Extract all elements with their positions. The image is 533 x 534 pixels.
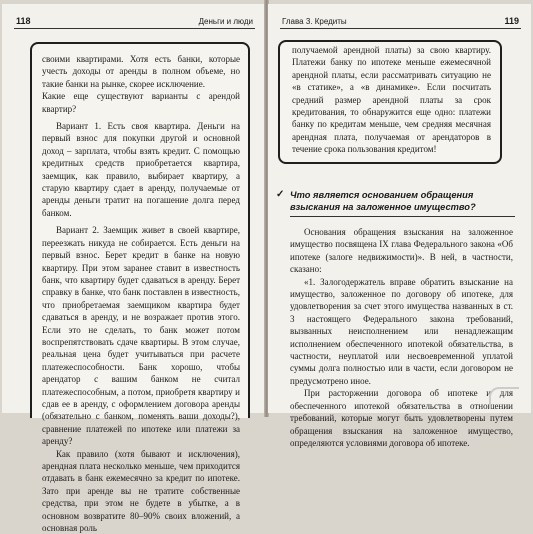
sidebar-box: [30, 42, 250, 534]
question-heading-text: Что является основанием обращения взыскания на заложенное имущество?: [290, 190, 476, 212]
variant-2-paragraph: Вариант 2. Заемщик живет в своей квартире, переезжать никуда не собирается. Есть деньги на первый взнос. Берет кредит в банке на новую квартиру. При этом заранее ставит в известность банк, что квартиру будет сдаваться в аренду. Берет справку в банке, что банк поставлен в известность, что приобретаемая заемщиком квартира будет сдаваться в аренду, и не возражает против этого. Если это не сделать, то банк может потом воспрепятствовать сдаче квартиры. В этом случае, реальная цена будет учитываться при расчете платежеспособности. Банк хорошо, чтобы арендатор с вашим банком не считал платежеспособным, а потом, приобретя квартиру и сдав ее в аренду, с оформлением договора аренды (обязательно с банком, поменять ваши доходы?), сравнение платежей по ипотеке или платежи за аренду?: [42, 225, 240, 447]
body-paragraph: Основания обращения взыскания на заложенное имущество посвящена IX глава Федерального закона «Об ипотеке (залоге недвижимости)». В ней, в частности, сказано:: [290, 227, 513, 275]
body-text: [290, 226, 513, 449]
running-header: [280, 16, 521, 29]
section-heading: [276, 189, 515, 217]
decorative-corner: [489, 387, 519, 409]
variant-1-paragraph: Вариант 1. Есть своя квартира. Деньги на первый взнос для покупки другой и основной доход – зарплата, чтобы взять кредит. С помощью кредитных средств приобретается квартира, заемщик, как правило, выбирает квартиру, а старую квартиру сдает в аренду, получаемые от аренды деньги тратит на погашение долга перед банком.: [42, 121, 240, 218]
box-paragraph: получаемой арендной платы) за свою квартиру. Платежи банку по ипотеке меньше ежемесячной арендной платы, если рассматривать ситуацию не «в статике», а «в динамике». Если посчитать средний размер арендной платы за срок кредитования, то обнаружится еще одно: платежи банку по кредитам меньше, чем средняя месячная арендная плата, получаемая от арендаторов в течение срока пользования кредитом!: [292, 45, 491, 155]
box-question: Какие еще существуют варианты с арендой квартир?: [42, 91, 240, 114]
checkmark-icon: ✓: [276, 189, 285, 200]
box-paragraph: своими квартирами. Хотя есть банки, которые учесть доходы от аренды в полном объеме, но такие банки на рынке, скорее исключение.: [42, 54, 240, 89]
sidebar-box: [278, 40, 502, 164]
body-paragraph: «1. Залогодержатель вправе обратить взыскание на имущество, заложенное по договору об ипотеке, для удовлетворения за счет этого имущества названных в ст. 3 настоящего Федерального закона требований, вызванных неисполнением или ненадлежащим исполнением обеспеченного ипотекой обязательства, в частности, неуплатой или несвоевременной уплатой суммы долга полностью или в части, если договором не предусмотрено иное.: [290, 276, 513, 386]
left-page: [2, 4, 265, 534]
page-number: 119: [504, 16, 519, 26]
running-header: [14, 16, 255, 29]
body-paragraph: При расторжении договора об ипотеке и для обеспеченного ипотекой обязательства в отношении требований, которые могут быть удовлетворены путем обращения взыскания на заложенное имущество, определяются условиями договора об ипотеке.: [290, 388, 513, 448]
heading-rule: [290, 216, 515, 217]
box-paragraph: Как правило (хотя бывают и исключения), арендная плата несколько меньше, чем приходится отдавать в банк ежемесячно за кредит по ипотеке. Зато при аренде вы не тратите собственные средства, при этом не будете в убытке, а в основном возвратите 80–90% своих вложений, а основная роль: [42, 448, 240, 534]
running-title: Глава 3. Кредиты: [282, 17, 347, 26]
running-title: Деньги и люди: [198, 17, 253, 26]
right-page: [268, 4, 531, 448]
page-number: 118: [16, 16, 31, 26]
